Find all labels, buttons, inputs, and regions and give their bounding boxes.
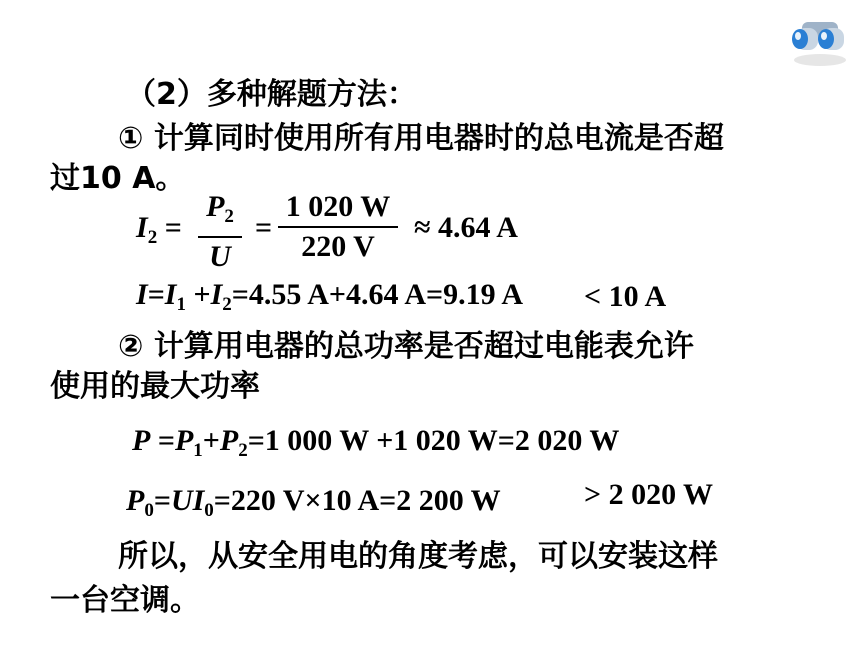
conclusion-line2: 一台空调。 <box>50 583 200 618</box>
eq2-compare: < 10 A <box>584 280 667 313</box>
method2-line2: 使用的最大功率 <box>50 369 260 404</box>
conclusion-line1: 所以，从安全用电的角度考虑，可以安装这样 <box>118 539 718 574</box>
eq1-lhs: $I_2$ = <box>136 211 182 248</box>
eq3-total-power: $P =P_1+P_2=1$ 000 W +1 020 W=2 020 W <box>132 424 620 461</box>
eq4-max-power: $P_0=UI_0=220$ V×10 A=2 200 W <box>126 484 501 521</box>
eq4-compare: > 2 020 W <box>584 478 714 511</box>
method1-line1: ① 计算同时使用所有用电器时的总电流是否超 <box>118 121 724 156</box>
method2-line1: ② 计算用电器的总功率是否超过电能表允许 <box>118 329 694 364</box>
eq2-total-current: $I=I_1 +I_2=4.55$ A+4.64 A=9.19 A <box>136 278 524 315</box>
eq1-fraction-values: 1 020 W 220 V <box>278 190 398 264</box>
section-heading: （2）多种解题方法： <box>126 77 417 112</box>
method1-line2: 过10 A。 <box>50 161 186 196</box>
eq1-result: ≈ 4.64 A <box>414 211 518 244</box>
binoculars-icon <box>788 8 852 72</box>
eq1-equals2: = <box>255 211 273 244</box>
eq1-fraction-power-voltage: $P_2$ U <box>198 190 242 274</box>
